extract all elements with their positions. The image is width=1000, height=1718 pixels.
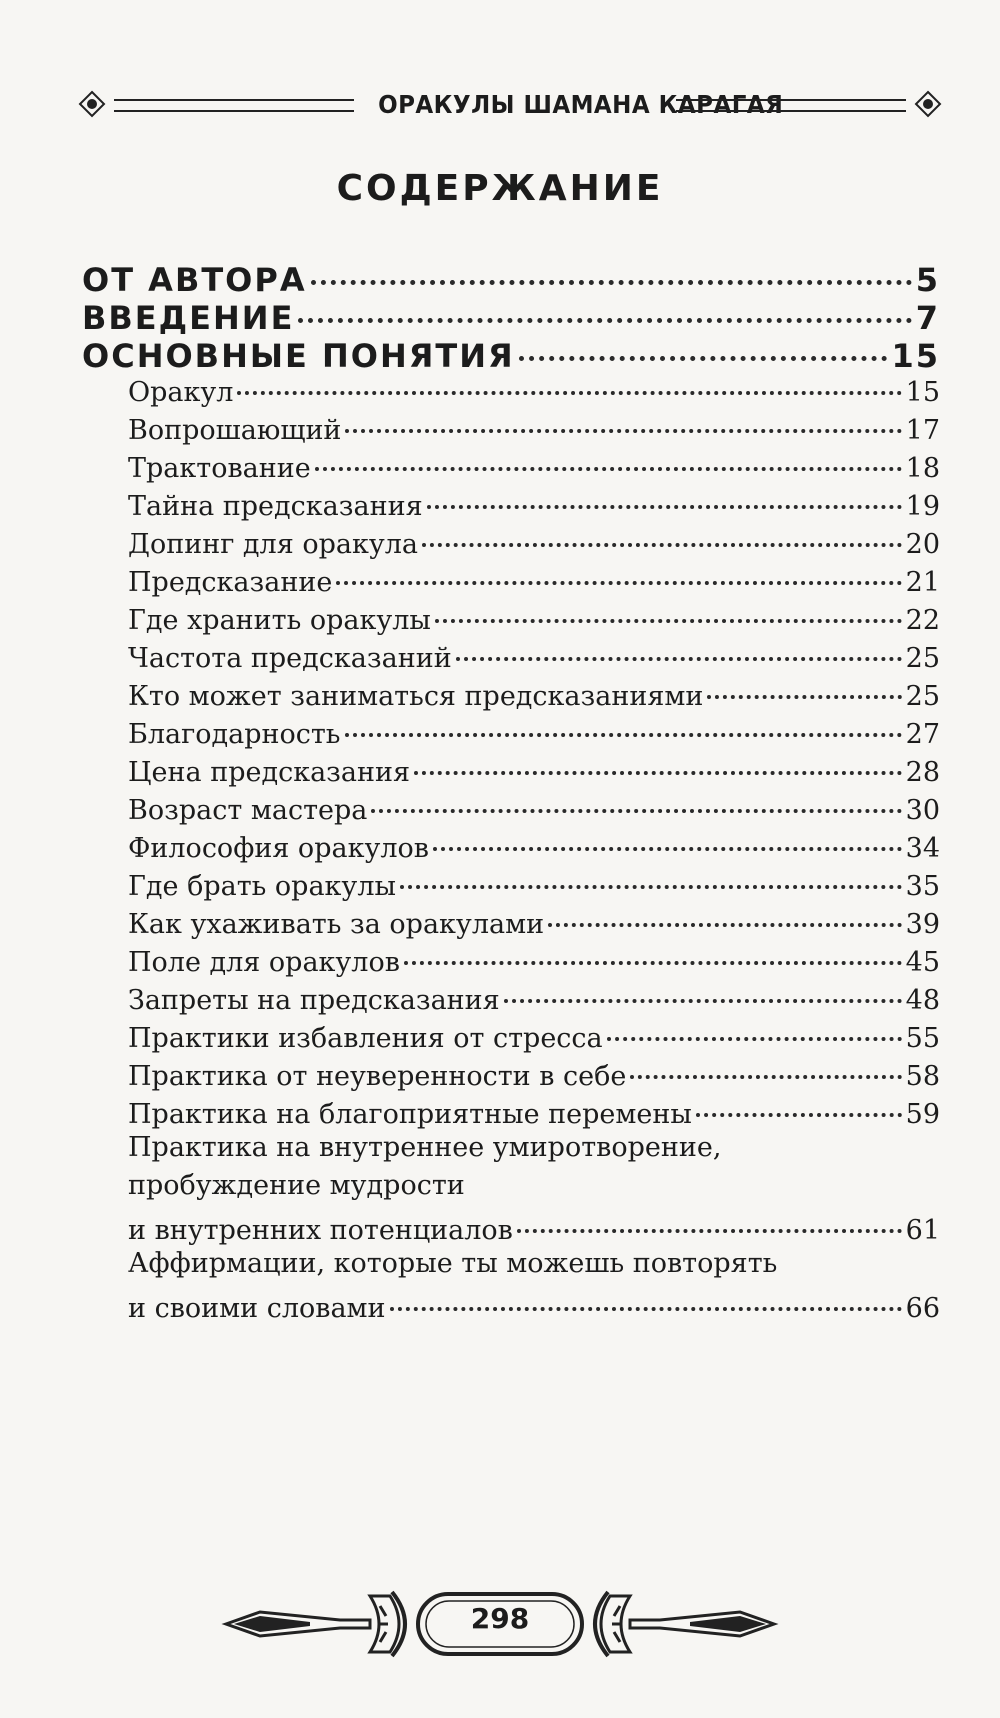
dot-leader xyxy=(707,668,901,699)
toc-entry-page: 19 xyxy=(905,491,940,522)
toc-entry-page: 27 xyxy=(905,719,940,750)
toc-entry-page: 17 xyxy=(905,415,940,446)
toc-entry-label: ОСНОВНЫЕ ПОНЯТИЯ xyxy=(82,337,515,375)
toc-entry-page: 39 xyxy=(905,909,940,940)
toc-entry-label: и своими словами xyxy=(128,1293,386,1324)
dot-leader xyxy=(517,1202,902,1233)
toc-entry-label: ОТ АВТОРА xyxy=(82,261,307,299)
toc-entry-label: Возраст мастера xyxy=(128,795,368,826)
toc-entry-label: Цена предсказания xyxy=(128,757,411,788)
toc-entry-page: 55 xyxy=(905,1023,940,1054)
toc-entry-page: 15 xyxy=(905,377,940,408)
dot-leader xyxy=(237,364,901,395)
toc-entry[interactable] xyxy=(128,1092,940,1130)
diamond-ornament-icon xyxy=(910,86,946,122)
book-title: ОРАКУЛЫ ШАМАНА КАРАГАЯ xyxy=(378,90,784,119)
toc-entry-label: Благодарность xyxy=(128,719,341,750)
dot-leader xyxy=(345,402,901,433)
toc-entry-continuation[interactable]: пробуждение мудрости xyxy=(128,1170,465,1201)
page-number: 298 xyxy=(470,1602,530,1635)
dot-leader xyxy=(435,592,902,623)
toc-entry-page: 7 xyxy=(915,299,940,337)
toc-entry-page: 15 xyxy=(891,337,940,375)
toc-entry-page: 45 xyxy=(905,947,940,978)
toc-entry-page: 66 xyxy=(905,1293,940,1324)
toc-entry-label: ВВЕДЕНИЕ xyxy=(82,299,295,337)
toc-entry-label: Трактование xyxy=(128,453,311,484)
dot-leader xyxy=(404,934,902,965)
toc-entry-page: 30 xyxy=(905,795,940,826)
toc-entry-page: 28 xyxy=(905,757,940,788)
toc-entry-label: Тайна предсказания xyxy=(128,491,423,522)
dot-leader xyxy=(456,630,902,661)
toc-entry-label: Запреты на предсказания xyxy=(128,985,500,1016)
toc-entry-label: Поле для оракулов xyxy=(128,947,400,978)
dot-leader xyxy=(422,516,902,547)
toc-entry-label: Где хранить оракулы xyxy=(128,605,431,636)
toc-entry-label: Предсказание xyxy=(128,567,333,598)
dot-leader xyxy=(315,440,902,471)
dot-leader xyxy=(390,1280,902,1311)
toc-entry-page: 21 xyxy=(905,567,940,598)
header-rule-right xyxy=(676,99,906,112)
toc-entry-page: 22 xyxy=(905,605,940,636)
dot-leader xyxy=(311,248,912,285)
toc-entry-label: Кто может заниматься предсказаниями xyxy=(128,681,704,712)
toc-entry-label: Практики избавления от стресса xyxy=(128,1023,603,1054)
running-header xyxy=(70,86,950,130)
page-footer xyxy=(220,1576,780,1666)
toc-entry-page: 25 xyxy=(905,681,940,712)
toc-entry-page: 59 xyxy=(905,1099,940,1130)
toc-entry-page: 48 xyxy=(905,985,940,1016)
dot-leader xyxy=(433,820,902,851)
toc-entry-page: 20 xyxy=(905,529,940,560)
toc-entry-label: Вопрошающий xyxy=(128,415,342,446)
dot-leader xyxy=(345,706,902,737)
toc-entry-page: 35 xyxy=(905,871,940,902)
dot-leader xyxy=(400,858,902,889)
toc-entry-label: и внутренних потенциалов xyxy=(128,1215,513,1246)
toc-entry-page: 61 xyxy=(905,1215,940,1246)
dot-leader xyxy=(414,744,902,775)
toc-entry-label: Практика на благоприятные перемены xyxy=(128,1099,692,1130)
dot-leader xyxy=(504,972,902,1003)
dot-leader xyxy=(696,1086,902,1117)
toc-entry-continuation[interactable]: Практика на внутреннее умиротворение, xyxy=(128,1132,722,1163)
toc-entry-page: 58 xyxy=(905,1061,940,1092)
toc-entry-label: Где брать оракулы xyxy=(128,871,396,902)
toc-entry-page: 5 xyxy=(915,261,940,299)
toc-entry-label: Допинг для оракула xyxy=(128,529,418,560)
dot-leader xyxy=(548,896,902,927)
toc-entry[interactable] xyxy=(128,1286,940,1324)
toc-entry-label: Частота предсказаний xyxy=(128,643,452,674)
toc-entry[interactable] xyxy=(128,1208,940,1246)
contents-heading: СОДЕРЖАНИЕ xyxy=(336,168,664,209)
dot-leader xyxy=(298,286,911,323)
dot-leader xyxy=(607,1010,902,1041)
toc-entry-label: Философия оракулов xyxy=(128,833,429,864)
toc-entry-page: 25 xyxy=(905,643,940,674)
dot-leader xyxy=(371,782,901,813)
toc-entry-page: 34 xyxy=(905,833,940,864)
diamond-ornament-icon xyxy=(74,86,110,122)
dot-leader xyxy=(519,324,888,361)
toc-entry-label: Как ухаживать за оракулами xyxy=(128,909,545,940)
dot-leader xyxy=(630,1048,901,1079)
toc-entry-page: 18 xyxy=(905,453,940,484)
dot-leader xyxy=(336,554,901,585)
toc-entry-label: Практика от неуверенности в себе xyxy=(128,1061,627,1092)
dot-leader xyxy=(427,478,902,509)
header-rule-left xyxy=(114,99,354,112)
toc-entry-label: Оракул xyxy=(128,377,234,408)
toc-entry-continuation[interactable]: Аффирмации, которые ты можешь повторять xyxy=(128,1248,778,1279)
